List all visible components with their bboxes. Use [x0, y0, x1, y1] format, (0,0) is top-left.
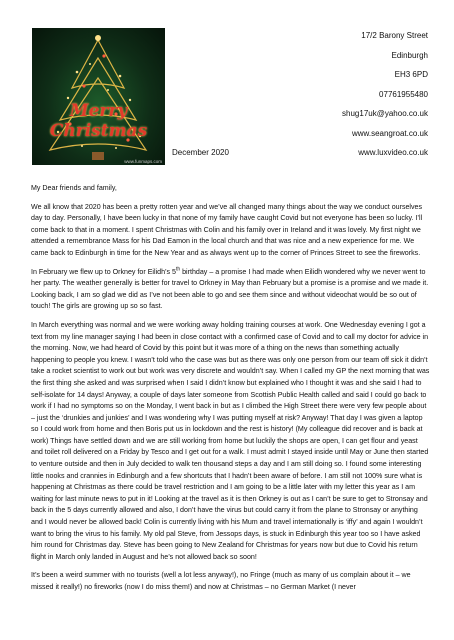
- address-website-1: www.seangroat.co.uk: [351, 128, 428, 138]
- letter-body: [31, 183, 431, 601]
- paragraph-march: In March everything was normal and we were working away holding training courses at work. One Wednesday evening I got a text from my line manager saying I had been in close contact with a confirmed case of Covid and to call my doctor for advice in the morning. Now, we had heard of Covid by this point but it was more of a thing on the news than something actually happening to people you knew. I wasn’t told who the case was but as there was only one person from our team off sick it didn’t take a rocket scientist to work out but work was very discrete and wouldn’t say. When I called my GP the next morning that was the first thing she asked and was surprised when I said I didn’t know but explained who I thought it was and she said I had to self-isolate for 14 days! Anyway, a couple of days later someone from Scottish Public Health called and said I could go back to work if I had no symptoms so on the Monday, I went back in but as I climbed the High Street there were very few people about – just the ‘drunkies and junkies’ and I was wondering why I was putting myself at risk? Anyway! That day I was given a laptop so I could work from home and then Boris put us in lockdown and the rest is history! (My colleague did recover and is back at work) Things have settled down and we are still working from home but luckily the shops are open, I can get flour and yeast and toilet roll delivered on a Friday by Tesco and I get out for a walk. I must admit I stayed inside until May or June then started to venture outside and then in July decided to walk ten thousand steps a day and I am still doing so. I found some interesting little nooks and crannies in Edinburgh and a few shortcuts that I hadn’t been aware of before. I am still not 100% sure what is happening at Christmas as there could be travel restriction and I am going to be a little later with my letter this year as I am waiting for last minute news to put in it! Looking at the travel as it is then Orkney is out as I can’t be sure to get to Stronsay and back in the 5 days currently allowed and also, I don’t have the virus but could carry it from the plane to Stronsay or anything and I would never be allowed back! Colin is currently living with his Mum and travel internationally is ‘iffy’ and again I wouldn’t want to bring the virus to his family. My old pal Steve, from Jessops days, is stuck in Edinburgh this year too so I have asked him round for Christmas day. Steve has been going to New Zealand for Christmas for years now but due to Covid his return flight in March only landed in August and he’s not allowed back so soon!: [31, 320, 430, 561]
- address-city: Edinburgh: [391, 50, 428, 60]
- christmas-tree-image: [32, 28, 165, 165]
- letter-date: December 2020: [172, 148, 229, 157]
- february-text-end: birthday – a promise I had made when Eilidh wondered why we never went to her party. The weather generally is better for travel to Orkney in May than February but a promise is a promise and we made it. Looking back, I am so glad we did as I’ve not been able to go and see them since and without videochat would be so out of touch! The girls are growing up so so fast.: [31, 267, 429, 311]
- paragraph-summer: It’s been a weird summer with no tourists (well a lot less anyway!), no Fringe (much as many of us complain about it – we missed it really!) no fireworks (now I do miss them!) and now at Christmas – no German Market (I never: [31, 571, 411, 591]
- tree-graphic: [32, 28, 165, 165]
- paragraph-february: [31, 267, 431, 313]
- paragraph-intro: We all know that 2020 has been a pretty rotten year and we’ve all changed many things about the way we conduct ourselves day to day. Personally, I have been lucky in that none of my family have caught Covid but not everyone has been so lucky. I’ll come back to that in a moment. I spent Christmas with Colin and his family over in Ireland and it was lovely. My first night we attended a remembrance Mass for his Dad Eamon in the local church and that was nice and a new experience for me. We came back to Edinburgh in time for the New Year and as always went up to the corner of Princes Street to see the fireworks.: [31, 202, 423, 257]
- february-text-start: In February we flew up to Orkney for Eilidh’s 5: [31, 267, 176, 276]
- card-greeting-line2: Christmas: [49, 121, 148, 141]
- sender-address-block: [342, 30, 428, 167]
- ordinal-suffix: th: [175, 266, 181, 273]
- address-postcode: EH3 6PD: [394, 70, 428, 79]
- address-street: 17/2 Barony Street: [361, 31, 428, 40]
- address-email: shug17uk@yahoo.co.uk: [342, 109, 428, 118]
- address-website-2: www.luxvideo.co.uk: [358, 148, 428, 157]
- card-greeting-line1: Merry: [69, 101, 128, 121]
- image-credit: www.funmaps.com: [124, 159, 162, 164]
- letter-greeting: My Dear friends and family,: [31, 184, 117, 192]
- address-phone: 07761955480: [379, 89, 428, 99]
